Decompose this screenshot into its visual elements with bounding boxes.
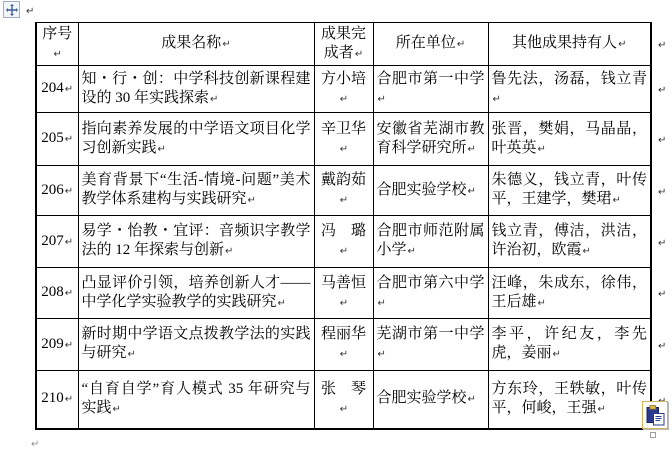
row-end-mark: [657, 130, 666, 148]
paragraph-mark: [30, 434, 39, 452]
paste-options-button[interactable]: [642, 401, 668, 429]
table-row: [36, 371, 651, 429]
table-row: [36, 268, 651, 319]
author-cell[interactable]: 程丽华 ↵: [314, 319, 373, 371]
holders-cell[interactable]: 方东玲，王轶敏，叶传平，何峻，王强 ↵: [488, 371, 651, 429]
serial-cell[interactable]: 206 ↵: [36, 166, 78, 216]
serial-cell[interactable]: 204 ↵: [36, 66, 78, 113]
clipboard-icon: [646, 405, 665, 426]
serial-cell[interactable]: 208 ↵: [36, 268, 78, 319]
row-end-mark: [657, 182, 666, 200]
col-header-holders[interactable]: 其他成果持有人 ↵: [488, 23, 651, 66]
holders-cell[interactable]: 汪峰，朱成东，徐伟，王后雄 ↵: [488, 268, 651, 319]
name-cell[interactable]: 美育背景下“生活-情境-问题”美术教学体系建构与实践研究 ↵: [78, 166, 314, 216]
author-cell[interactable]: 马善恒 ↵: [314, 268, 373, 319]
author-cell[interactable]: 戴韵茹 ↵: [314, 166, 373, 216]
author-cell[interactable]: 冯 璐 ↵: [314, 216, 373, 268]
serial-cell[interactable]: 205 ↵: [36, 113, 78, 166]
org-cell[interactable]: 合肥市师范附属小学 ↵: [373, 216, 488, 268]
four-way-arrow-icon: [6, 4, 18, 16]
row-end-mark: [657, 233, 666, 251]
paragraph-mark: [25, 1, 34, 19]
table-move-handle-icon[interactable]: [3, 1, 20, 18]
col-header-serial[interactable]: 序号 ↵: [36, 23, 78, 66]
col-header-name[interactable]: 成果名称 ↵: [78, 23, 314, 66]
row-end-mark: [657, 336, 666, 354]
serial-cell[interactable]: 207 ↵: [36, 216, 78, 268]
holders-cell[interactable]: 李平，许纪友，李先虎，姜丽 ↵: [488, 319, 651, 371]
table-row: [36, 166, 651, 216]
name-cell[interactable]: 指向素养发展的中学语文项目化学习创新实践 ↵: [78, 113, 314, 166]
holders-cell[interactable]: 张晋，樊娟，马晶晶，叶英英 ↵: [488, 113, 651, 166]
name-cell[interactable]: 新时期中学语文点拨教学法的实践与研究 ↵: [78, 319, 314, 371]
org-cell[interactable]: 芜湖市第一中学 ↵: [373, 319, 488, 371]
table-row: [36, 319, 651, 371]
serial-cell[interactable]: 209 ↵: [36, 319, 78, 371]
name-cell[interactable]: 易学・怡教・宜评：音频识字教学法的 12 年探索与创新 ↵: [78, 216, 314, 268]
achievements-table: [35, 22, 652, 430]
holders-cell[interactable]: 鲁先法，汤磊，钱立青 ↵: [488, 66, 651, 113]
serial-cell[interactable]: 210 ↵: [36, 371, 78, 429]
name-cell[interactable]: 知・行・创：中学科技创新课程建设的 30 年实践探索 ↵: [78, 66, 314, 113]
author-cell[interactable]: 张 琴 ↵: [314, 371, 373, 429]
col-header-author[interactable]: 成果完成者 ↵: [314, 23, 373, 66]
author-cell[interactable]: 方小培 ↵: [314, 66, 373, 113]
col-header-org[interactable]: 所在单位 ↵: [373, 23, 488, 66]
table-row: [36, 113, 651, 166]
table-row: [36, 66, 651, 113]
holders-cell[interactable]: 朱德义，钱立青，叶传平，王建学，樊珺 ↵: [488, 166, 651, 216]
org-cell[interactable]: 合肥市第一中学 ↵: [373, 66, 488, 113]
row-end-mark: [657, 35, 666, 53]
org-cell[interactable]: 合肥市第六中学 ↵: [373, 268, 488, 319]
holders-cell[interactable]: 钱立青，傅洁，洪洁，许治初，欧霞 ↵: [488, 216, 651, 268]
row-end-mark: [657, 284, 666, 302]
name-cell[interactable]: “自育自学”育人模式 35 年研究与实践 ↵: [78, 371, 314, 429]
name-cell[interactable]: 凸显评价引领，培养创新人才——中学化学实验教学的实践研究 ↵: [78, 268, 314, 319]
org-cell[interactable]: 安徽省芜湖市教育科学研究所 ↵: [373, 113, 488, 166]
org-cell[interactable]: 合肥实验学校 ↵: [373, 371, 488, 429]
table-row: [36, 216, 651, 268]
author-cell[interactable]: 辛卫华 ↵: [314, 113, 373, 166]
org-cell[interactable]: 合肥实验学校 ↵: [373, 166, 488, 216]
row-end-mark: [657, 80, 666, 98]
smart-tag-anchor: [650, 432, 656, 438]
header-row: [36, 23, 651, 66]
